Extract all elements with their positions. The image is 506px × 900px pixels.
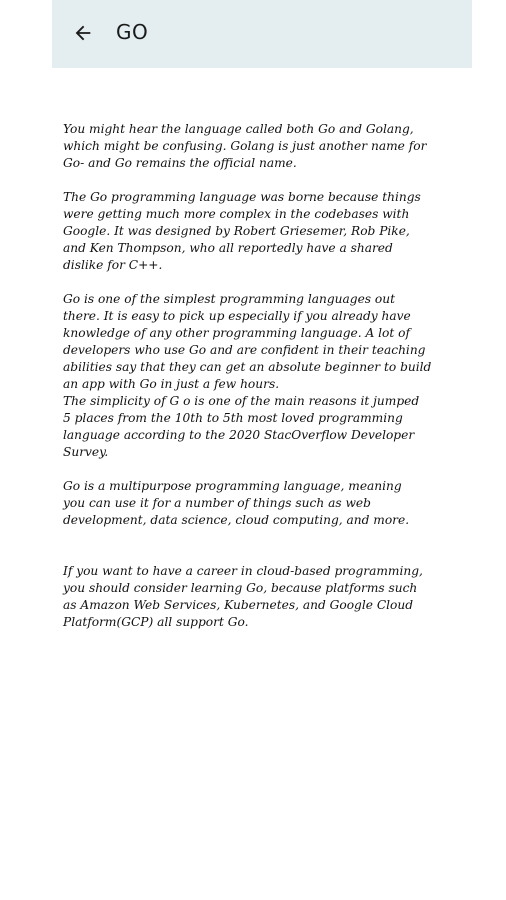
paragraph-go-golang: You might hear the language called both Go and Golang, which might be confusing. Golang is just another name for Go- and Go remains the official name. <box>63 122 427 170</box>
page-title: GO <box>116 20 149 44</box>
back-button[interactable] <box>66 16 100 50</box>
paragraph-spacer <box>63 172 473 189</box>
paragraph-spacer <box>63 529 473 563</box>
arrow-left-icon <box>72 22 94 44</box>
paragraph-spacer <box>63 274 473 291</box>
paragraph-multipurpose: Go is a multipurpose programming language, meaning you can use it for a number of things such as web development, data science, cloud computing, and more. <box>63 479 410 527</box>
paragraph-career: If you want to have a career in cloud-based programming, you should consider learning Go, because platforms such as Amazon Web Services, Kubernetes, and Google Cloud Platform(GCP) all support Go. <box>63 564 423 629</box>
paragraph-origin: The Go programming language was borne because things were getting much more complex in the codebases with Google. It was designed by Robert Griesemer, Rob Pike, and Ken Thompson, who all reportedly have a shared dislike for C++. <box>63 190 421 272</box>
paragraph-simplicity: Go is one of the simplest programming languages out there. It is easy to pick up especially if you already have knowledge of any other programming language. A lot of developers who use Go and are confident in their teaching abilities say that they can get an absolute beginner to build an app with Go in just a few hours. The simplicity of G o is one of the main reasons it jumped 5 places from the 10th to 5th most loved programming language according to the 2020 StacOverflow Developer Survey. <box>63 292 432 459</box>
paragraph-spacer <box>63 461 473 478</box>
app-bar <box>52 0 472 68</box>
article-body <box>63 121 473 631</box>
